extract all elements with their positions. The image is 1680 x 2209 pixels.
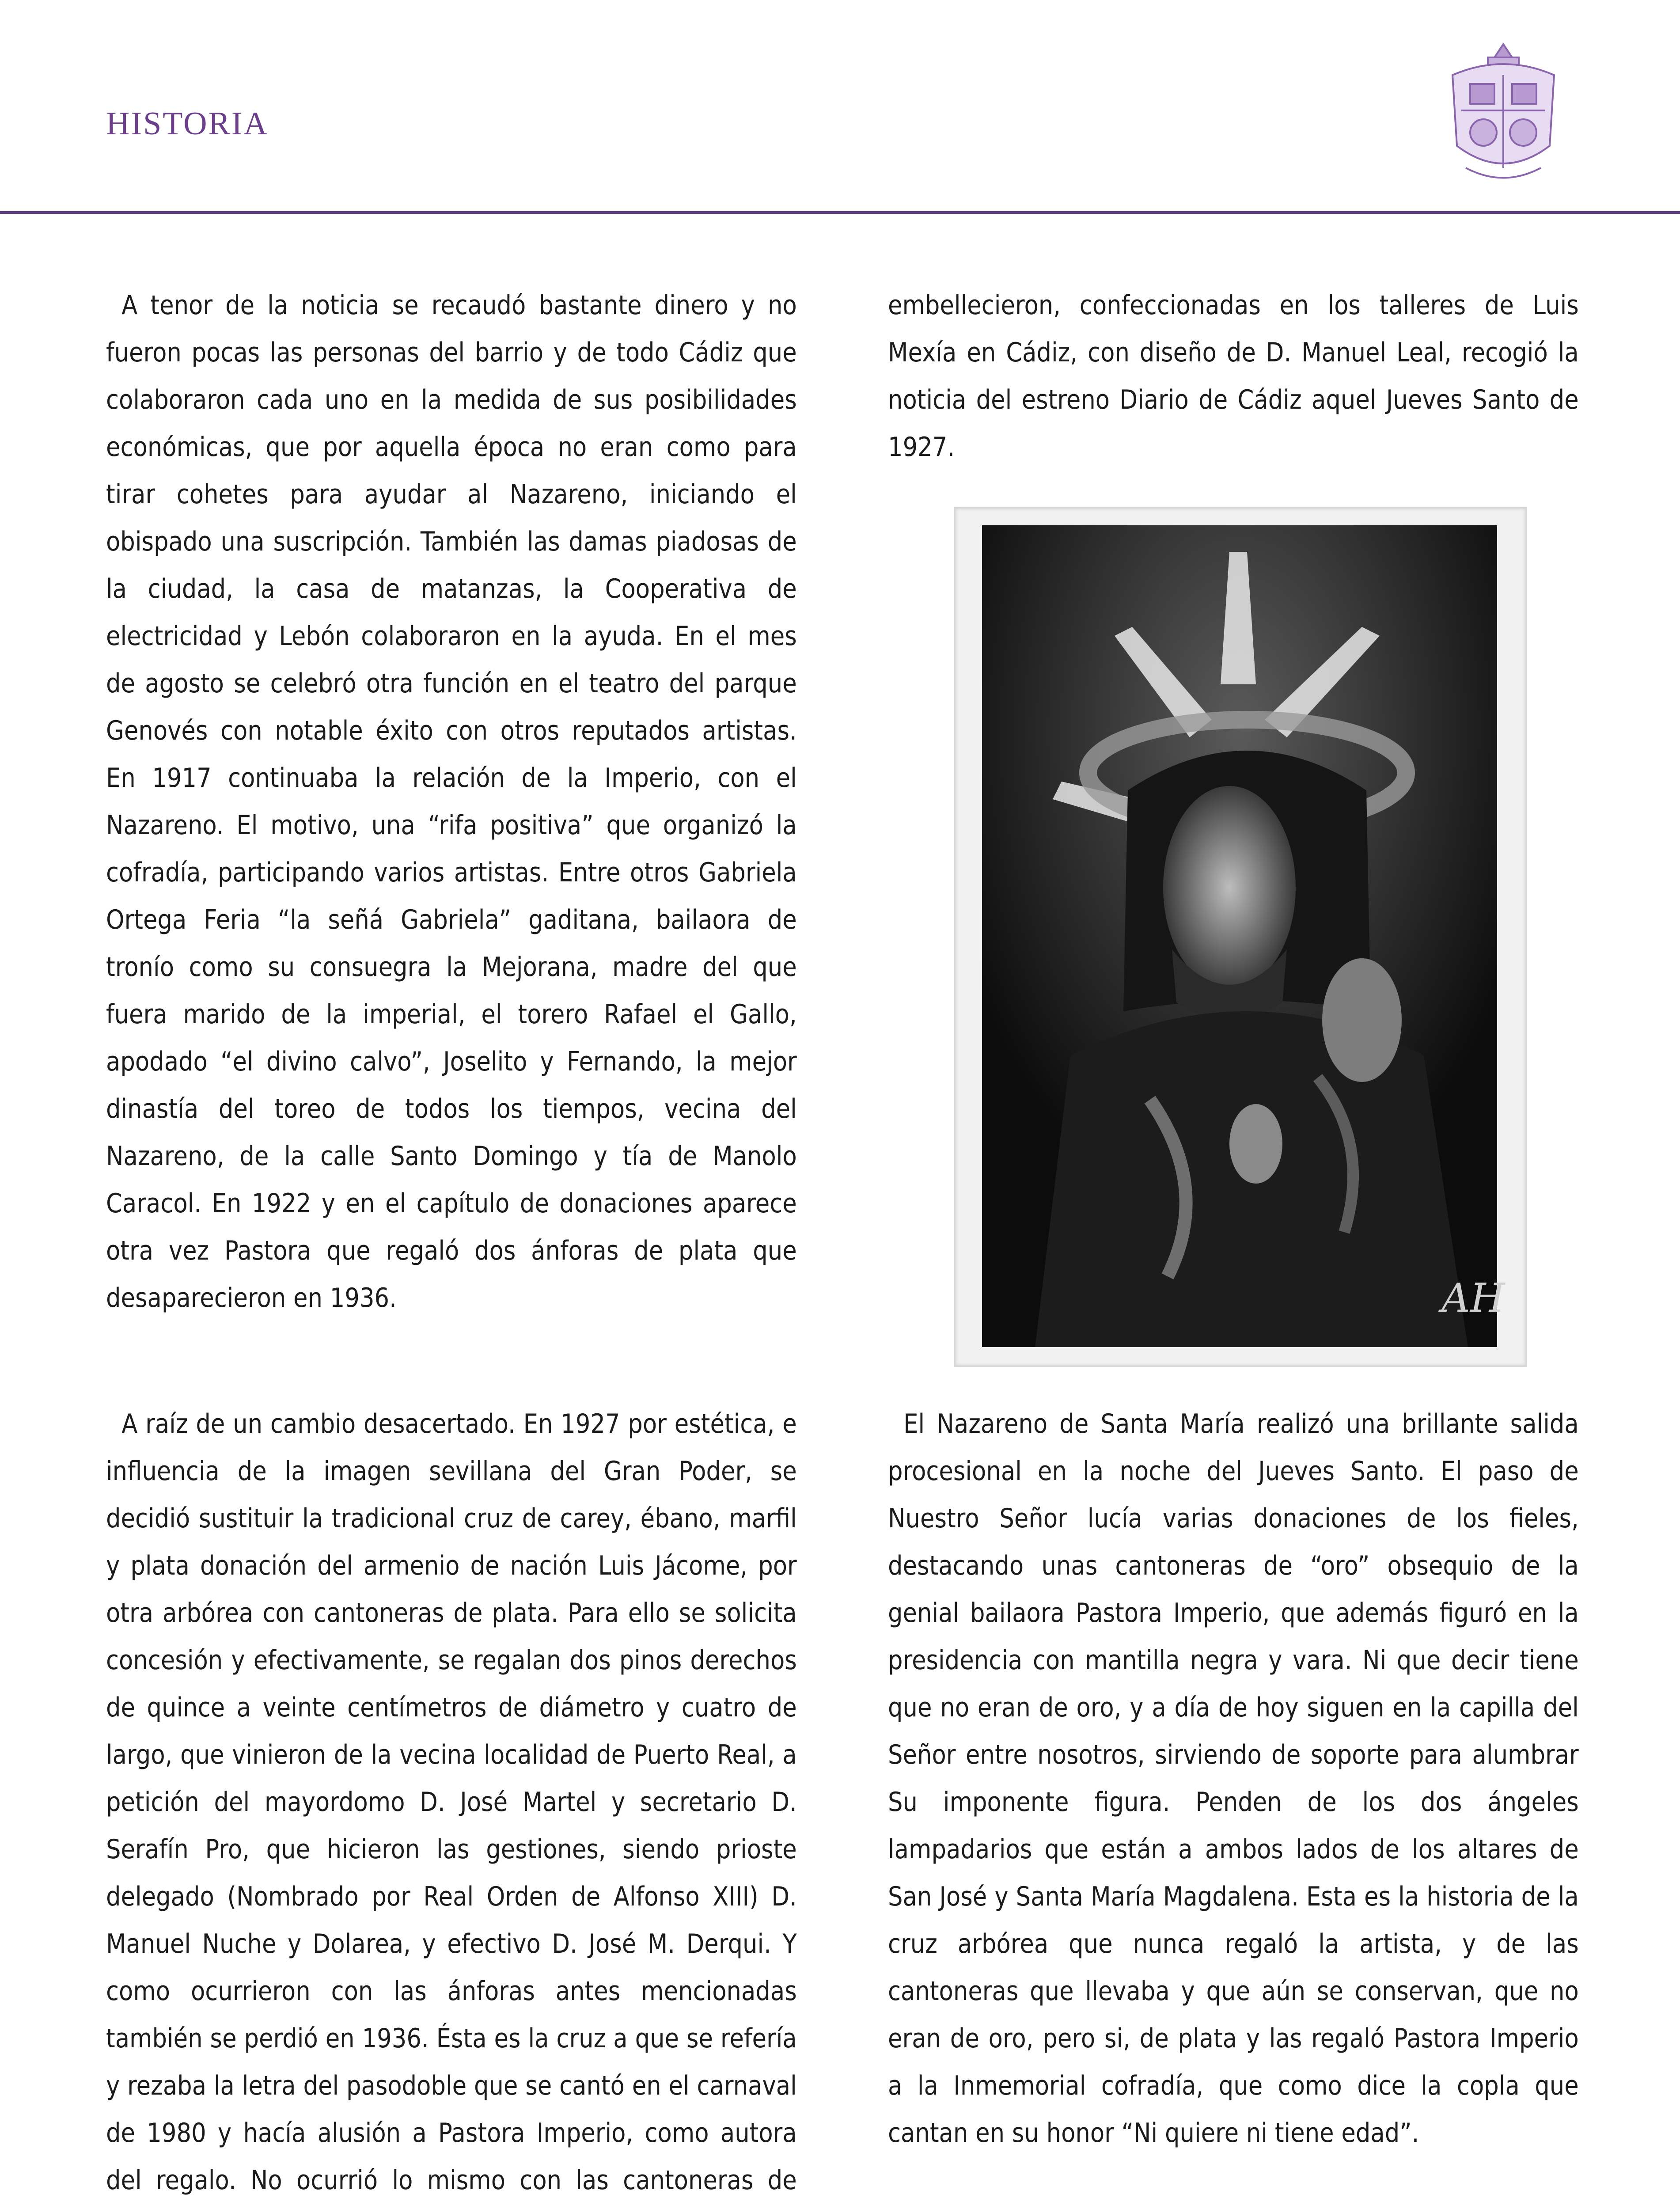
svg-text:AH: AH (1441, 1275, 1505, 1321)
article-column-right-bottom (888, 1401, 1579, 2157)
article-paragraph: A tenor de la noticia se recaudó bastante dinero y no fueron pocas las personas del barrio y de todo Cádiz que colaboraron cada uno en la medida de sus posibilidades económicas, que por aquella época no eran como para tirar cohetes para ayudar al Nazareno, iniciando el obispado una suscripción. También las damas piadosas de la ciudad, la casa de matanzas, la Cooperativa de electricidad y Lebón colaboraron en la ayuda. En el mes de agosto se celebró otra función en el teatro del parque Genovés con notable éxito con otros reputados artistas. En 1917 continuaba la relación de la Imperio, con el Nazareno. El motivo, una “rifa positiva” que organizó la cofradía, participando varios artistas. Entre otros Gabriela Ortega Feria “la señá Gabriela” gaditana, bailaora de tronío como su consuegra la Mejorana, madre del que fuera marido de la imperial, el torero Rafael el Gallo, apodado “el divino calvo”, Joselito y Fernando, la mejor dinastía del toreo de todos los tiempos, vecina del Nazareno, de la calle Santo Domingo y tía de Manolo Caracol. En 1922 y en el capítulo de donaciones aparece otra vez Pastora que regaló dos ánforas de plata que desaparecieron en 1936. (106, 290, 797, 1313)
article-paragraph: embellecieron, confeccionadas en los talleres de Luis Mexía en Cádiz, con diseño de D. Manuel Leal, recogió la noticia del estreno Diario de Cádiz aquel Jueves Santo de 1927. (888, 290, 1579, 463)
historic-photo (954, 507, 1527, 1367)
cofradia-crest-icon (1435, 35, 1572, 194)
article-paragraph: El Nazareno de Santa María realizó una brillante salida procesional en la noche del Jueves Santo. El paso de Nuestro Señor lucía varias donaciones de los fieles, destacando unas cantoneras de “oro” obsequio de la genial bailaora Pastora Imperio, que además figuró en la presidencia con mantilla negra y vara. Ni que decir tiene que no eran de oro, y a día de hoy siguen en la capilla del Señor entre nosotros, sirviendo de soporte para alumbrar Su imponente figura. Penden de los dos ángeles lampadarios que están a ambos lados de los altares de San José y Santa María Magdalena. Esta es la historia de la cruz arbórea que nunca regaló la artista, y de las cantoneras que llevaba y que aún se conservan, que no eran de oro, pero si, de plata y las regaló Pastora Imperio a la Inmemorial cofradía, que como dice la copla que cantan en su honor “Ni quiere ni tiene edad”. (888, 1408, 1579, 2148)
article-column-left-top (106, 282, 797, 1322)
author-name (1024, 2204, 1578, 2209)
header-rule (0, 211, 1680, 214)
nazareno-image (982, 525, 1505, 1347)
author-signature (1024, 2204, 1578, 2209)
article-column-right-top (888, 282, 1579, 471)
article-column-left-bottom (106, 1401, 797, 2209)
section-title: HISTORIA (106, 106, 269, 142)
article-paragraph: A raíz de un cambio desacertado. En 1927 por estética, e influencia de la imagen sevillana del Gran Poder, se decidió sustituir la tradicional cruz de carey, ébano, marfil y plata donación del armenio de nación Luis Jácome, por otra arbórea con cantoneras de plata. Para ello se solicita concesión y efectivamente, se regalan dos pinos derechos de quince a veinte centímetros de diámetro y cuatro de largo, que vinieron de la vecina localidad de Puerto Real, a petición del mayordomo D. José Martel y secretario D. Serafín Pro, que hicieron las gestiones, siendo prioste delegado (Nombrado por Real Orden de Alfonso XIII) D. Manuel Nuche y Dolarea, y efectivo D. José M. Derqui. Y como ocurrieron con las ánforas antes mencionadas también se perdió en 1936. Ésta es la cruz a que se refería y rezaba la letra del pasodoble que se cantó en el carnaval de 1980 y hacía alusión a Pastora Imperio, como autora del regalo. No ocurrió lo mismo con las cantoneras de (106, 1408, 797, 2196)
